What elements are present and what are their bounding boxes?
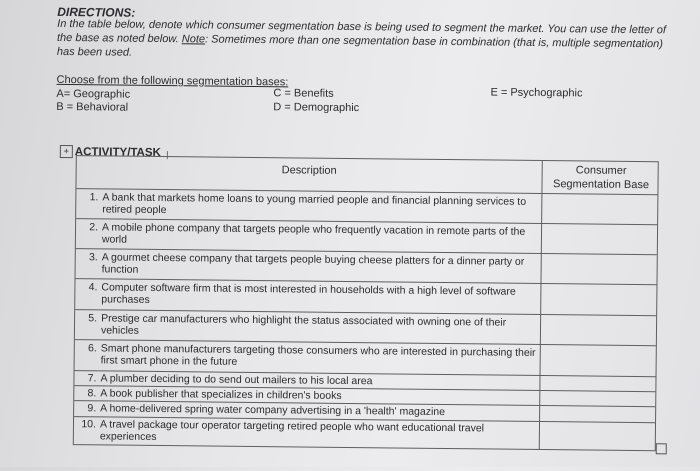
row-number: 1. (89, 191, 99, 204)
row-number: 7. (87, 372, 97, 385)
base-geographic: A= Geographic (56, 87, 131, 101)
row-description: Computer software firm that is most interested in households with a high level of software purchases (101, 281, 516, 306)
row-number: 3. (88, 251, 98, 264)
row-description: A book publisher that specializes in children's books (100, 387, 342, 402)
row-number: 5. (88, 312, 98, 325)
row-description: A gourmet cheese company that targets people buying cheese platters for a dinner party or function (101, 251, 525, 276)
base-benefits: C = Benefits (273, 87, 334, 100)
row-number: 4. (88, 281, 98, 294)
activity-table (73, 155, 659, 451)
row-number: 6. (87, 342, 97, 355)
checkbox[interactable] (656, 443, 667, 454)
row-description: A bank that markets home loans to young married people and financial planning services to retired people (102, 191, 527, 217)
text-cursor-icon: I (165, 149, 170, 163)
base-psychographic: E = Psychographic (490, 86, 583, 100)
row-description: A home-delivered spring water company advertising in a 'health' magazine (100, 402, 446, 419)
row-number: 8. (87, 387, 97, 400)
row-description: A plumber deciding to do send out mailers to his local area (100, 372, 373, 388)
base-behavioral: B = Behavioral (56, 100, 129, 114)
directions-text (57, 17, 677, 65)
row-number: 10. (81, 418, 97, 431)
header-consumer-line1: Consumer (575, 164, 627, 177)
row-description: A mobile phone company that targets people who frequently vacation in remote parts of the world (101, 221, 526, 246)
header-consumer-segmentation-base (542, 163, 659, 192)
row-description: Prestige car manufacturers who highlight the status associated with owning one of their vehicles (100, 312, 507, 337)
row-description: Smart phone manufacturers targeting those consumers who are interested in purchasing their first smart phone in the future (100, 342, 536, 368)
header-description: Description (281, 164, 337, 177)
note-label: Note (181, 33, 206, 46)
directions-text-part1: In the table below, denote which consumer segmentation base is being used to segment the market. You can use the letter of the base as noted below. (56, 17, 667, 46)
row-number: 9. (87, 402, 97, 415)
header-consumer-line2: Segmentation Base (552, 178, 650, 192)
plus-box-icon[interactable]: + (60, 145, 73, 158)
directions-title: DIRECTIONS: (57, 4, 136, 20)
row-description: A travel package tour operator targeting retired people who want educational travel experiences (99, 418, 485, 443)
base-demographic: D = Demographic (273, 101, 360, 115)
choose-label: Choose from the following segmentation bases: (56, 73, 289, 89)
row-number: 2. (89, 221, 99, 234)
activity-title: ACTIVITY/TASK (74, 145, 161, 159)
directions-text-part2: : Sometimes more than one segmentation base in combination (that is, multiple segmentation) has been used. (56, 33, 664, 59)
